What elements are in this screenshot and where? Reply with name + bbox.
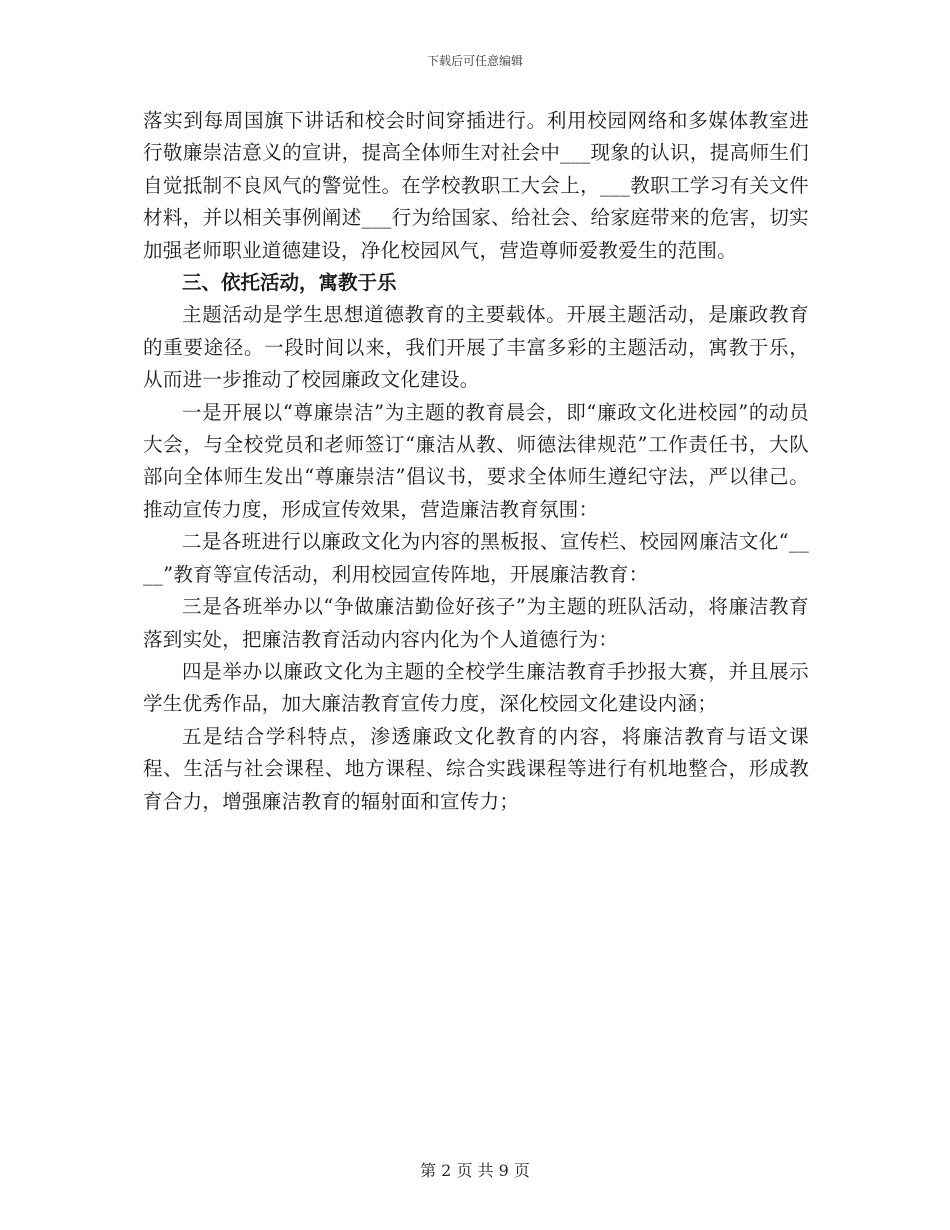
paragraph-item-1: 一是开展以“尊廉崇洁”为主题的教育晨会，即“廉政文化进校园”的动员大会，与全校党员和老师签订“廉洁从教、师德法律规范”工作责任书，大队部向全体师生发出“尊廉崇洁”倡议书，要求全体师生遵纪守法，严以律己。推动宣传力度，形成宣传效果，营造廉洁教育氛围： (143, 400, 809, 521)
paragraph-item-3: 三是各班举办以“争做廉洁勤俭好孩子”为主题的班队活动，将廉洁教育落到实处，把廉洁教育活动内容内化为个人道德行为： (143, 595, 809, 651)
paragraph-continued: 落实到每周国旗下讲话和校会时间穿插进行。利用校园网络和多媒体教室进行敬廉崇洁意义的宣讲，提高全体师生对社会中___现象的认识，提高师生们自觉抵制不良风气的警觉性。在学校教职工大会上，___教职工学习有关文件材料，并以相关事例阐述___行为给国家、给社会、给家庭带来的危害，切实加强老师职业道德建设，净化校园风气，营造尊师爱教爱生的范围。 (143, 109, 809, 262)
paragraph-item-5: 五是结合学科特点，渗透廉政文化教育的内容，将廉洁教育与语文课程、生活与社会课程、地方课程、综合实践课程等进行有机地整合，形成教育合力，增强廉洁教育的辐射面和宣传力； (143, 724, 809, 813)
paragraph-item-4: 四是举办以廉政文化为主题的全校学生廉洁教育手抄报大赛，并且展示学生优秀作品，加大廉洁教育宣传力度，深化校园文化建设内涵； (143, 659, 809, 716)
paragraph-theme-activities: 主题活动是学生思想道德教育的主要载体。开展主题活动，是廉政教育的重要途径。一段时间以来，我们开展了丰富多彩的主题活动，寓教于乐，从而进一步推动了校园廉政文化建设。 (143, 303, 809, 392)
section-heading-3: 三、依托活动，寓教于乐 (182, 271, 397, 295)
page-header: 下载后可任意编辑 (426, 54, 523, 68)
page-number-footer: 第 2 页 共 9 页 (420, 1161, 530, 1180)
paragraph-item-2: 二是各班进行以廉政文化为内容的黑板报、宣传栏、校园网廉洁文化“____”教育等宣传活动，利用校园宣传阵地，开展廉洁教育： (143, 530, 809, 586)
document-body (143, 105, 809, 818)
